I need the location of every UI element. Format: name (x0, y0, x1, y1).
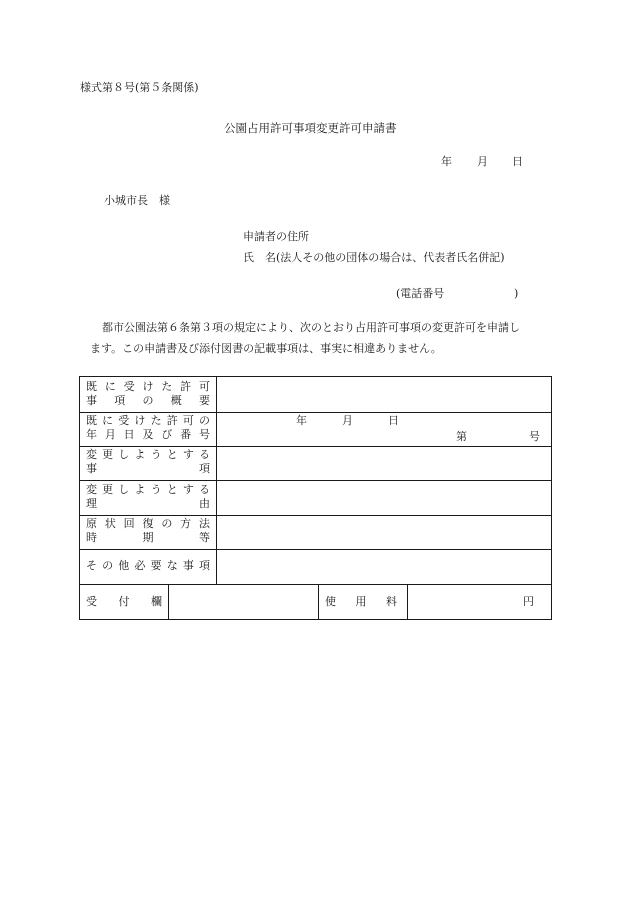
reception-text: 受付欄 (86, 595, 162, 608)
row-label-change-matter (86, 448, 210, 476)
permit-number-suffix: 号 (529, 430, 540, 443)
row-label-prior-permit-summary (86, 380, 210, 408)
form-number: 様式第８号(第５条関係) (80, 81, 199, 94)
application-table (79, 376, 552, 620)
date-year: 年 (441, 155, 452, 168)
yen-unit: 円 (523, 595, 534, 608)
fee-label (325, 595, 397, 609)
label-line: 変更しようとする (86, 448, 210, 461)
permit-date-month: 月 (342, 414, 353, 427)
date-month: 月 (477, 155, 488, 168)
row-label-other-matters (86, 559, 210, 573)
permit-date-year: 年 (296, 414, 307, 427)
document-title: 公園占用許可事項変更許可申請書 (224, 121, 397, 135)
row-label-restoration (86, 517, 210, 545)
permit-number-prefix: 第 (456, 430, 467, 443)
label-line: その他必要な事項 (86, 559, 210, 572)
row-label-change-reason (86, 483, 210, 511)
applicant-phone-label: (電話番号 (396, 287, 445, 300)
label-line: 変更しようとする (86, 483, 210, 496)
label-line: 事項 (86, 462, 210, 475)
reception-label (86, 595, 162, 609)
fee-text: 使用料 (325, 595, 397, 608)
applicant-address-label: 申請者の住所 (243, 230, 309, 243)
permit-date-day: 日 (388, 414, 399, 427)
date-day: 日 (512, 155, 523, 168)
applicant-phone-close: ) (514, 287, 519, 300)
label-line: 既に受けた許可の (86, 414, 210, 427)
label-line: 時期等 (86, 531, 210, 544)
label-line: 事項の概要 (86, 394, 210, 407)
label-line: 年月日及び番号 (86, 428, 210, 441)
label-line: 理由 (86, 497, 210, 510)
label-line: 原状回復の方法 (86, 517, 210, 530)
applicant-name-label: 氏 名(法人その他の団体の場合は、代表者氏名併記) (243, 251, 505, 264)
body-line: 都市公園法第６条第３項の規定により、次のとおり占用許可事項の変更許可を申請し (102, 321, 520, 334)
row-label-prior-permit-date-number (86, 414, 210, 442)
label-line: 既に受けた許可 (86, 380, 210, 393)
addressee: 小城市長 様 (104, 194, 170, 207)
body-line: ます。この申請書及び添付図書の記載事項は、事実に相違ありません。 (90, 342, 442, 355)
